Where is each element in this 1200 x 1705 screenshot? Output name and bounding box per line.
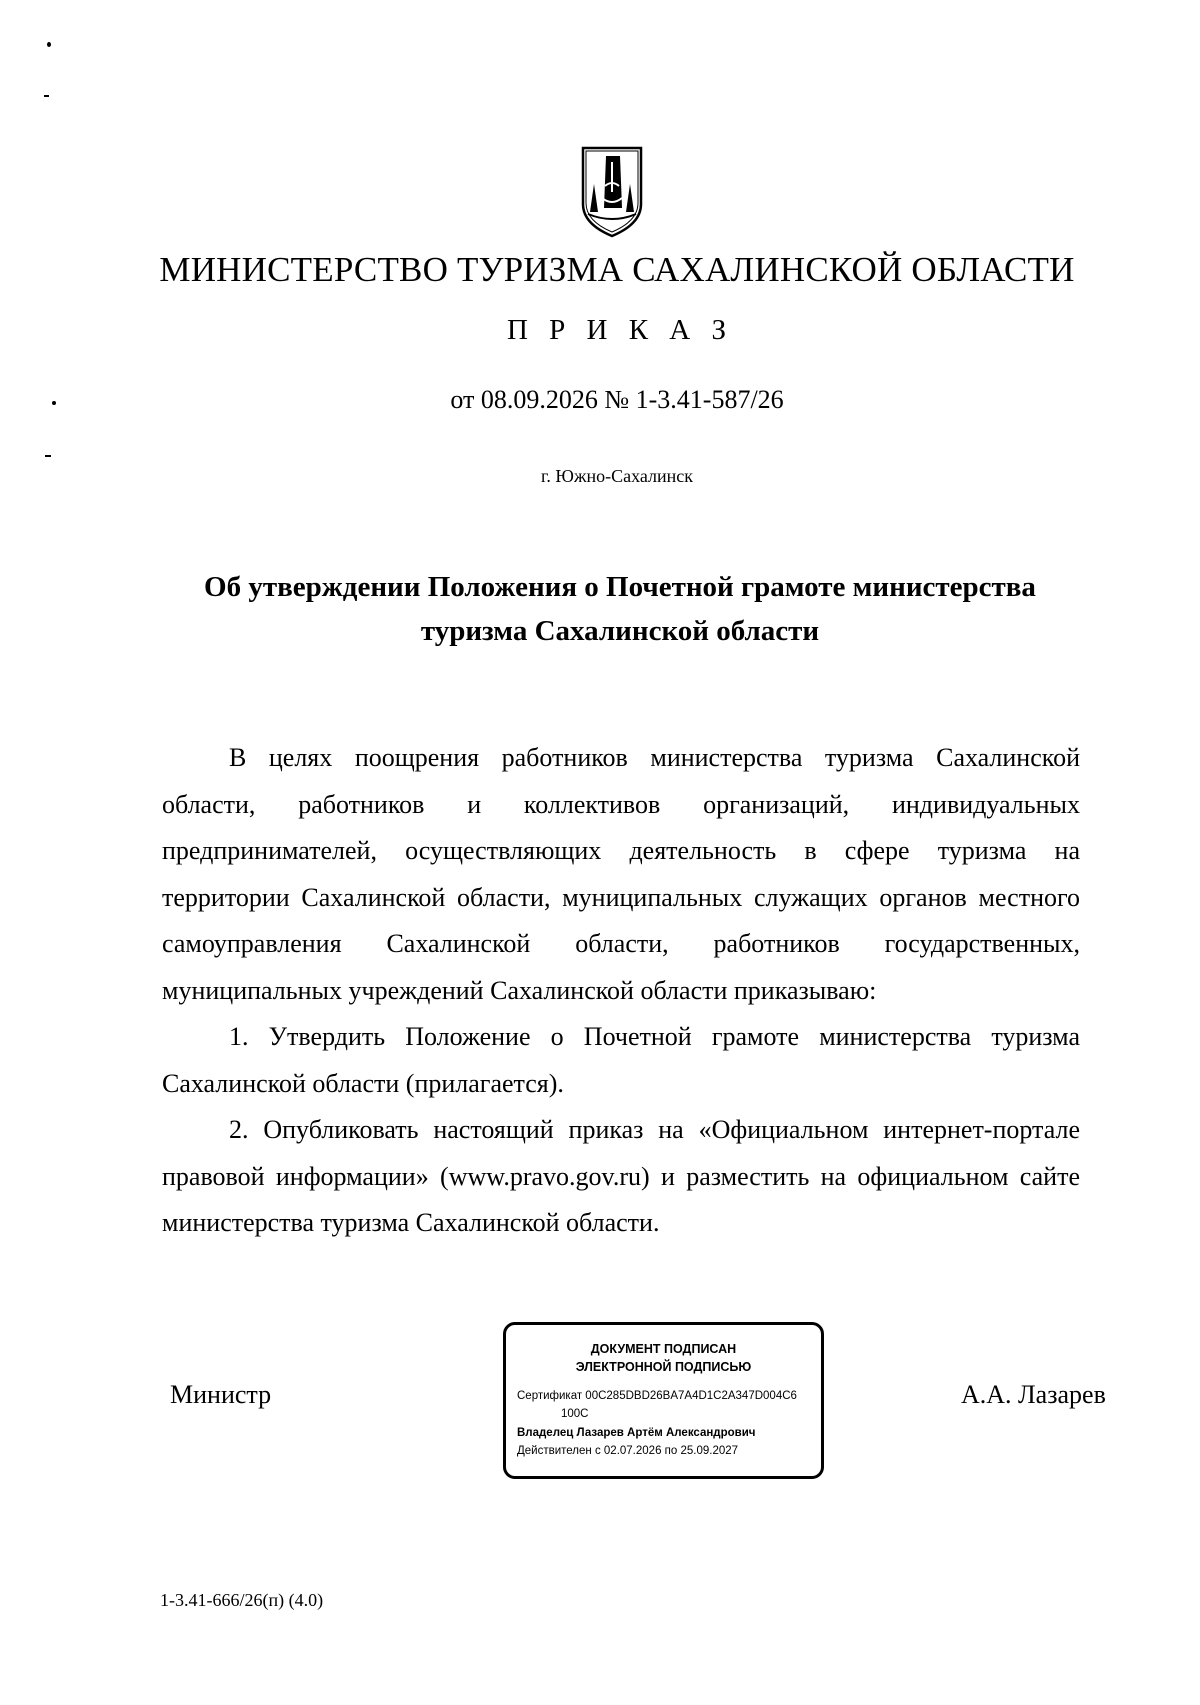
stamp-heading [506,1340,821,1376]
signatory-position: Министр [170,1380,272,1409]
stamp-validity: Действителен с 02.07.2026 по 25.09.2027 [517,1445,739,1457]
document-title [150,565,1090,653]
order-item-1: 1. Утвердить Положение о Почетной грамоте министерства туризма Сахалинской области (прилагается). [162,1022,1080,1098]
title-line-2: туризма Сахалинской области [420,615,820,647]
order-number: от 08.09.2026 № 1-3.41-587/26 [450,385,784,414]
stamp-certificate: Сертификат 00C285DBD26BA7A4D1C2A347D004C6 [517,1390,797,1402]
document-body [162,735,1080,1247]
scan-speck [47,42,51,47]
internal-document-number: 1-3.41-666/26(п) (4.0) [160,1590,324,1610]
stamp-heading-line-1: ДОКУМЕНТ ПОДПИСАН [590,1342,737,1356]
title-line-1: Об утверждении Положения о Почетной грамоте министерства [204,571,1036,603]
scan-speck [44,95,49,97]
ministry-name: МИНИСТЕРСТВО ТУРИЗМА САХАЛИНСКОЙ ОБЛАСТИ [159,250,1075,289]
stamp-heading-line-2: ЭЛЕКТРОННОЙ ПОДПИСЬЮ [575,1360,752,1374]
signatory-name: А.А. Лазарев [961,1380,1106,1409]
city-line: г. Южно-Сахалинск [540,466,694,486]
stamp-owner: Владелец Лазарев Артём Александрович [517,1427,756,1439]
preamble-paragraph: В целях поощрения работников министерства туризма Сахалинской области, работников и коллективов организаций, индивидуальных предпринимателей, осуществляющих деятельность в сфере туризма на территории Сахалинской области, муниципальных служащих органов местного самоуправления Сахалинской области, работников государственных, муниципальных учреждений Сахалинской области приказываю: [162,743,1080,1005]
stamp-certificate-continued: 100C [561,1408,589,1420]
scan-speck [45,455,51,457]
electronic-signature-stamp [503,1322,824,1479]
order-heading: П Р И К А З [506,314,734,346]
order-item-2: 2. Опубликовать настоящий приказ на «Официальном интернет-портале правовой информации» (www.pravo.gov.ru) и разместить на официальном сайте министерства туризма Сахалинской области. [162,1115,1080,1237]
coat-of-arms-emblem [575,142,649,240]
